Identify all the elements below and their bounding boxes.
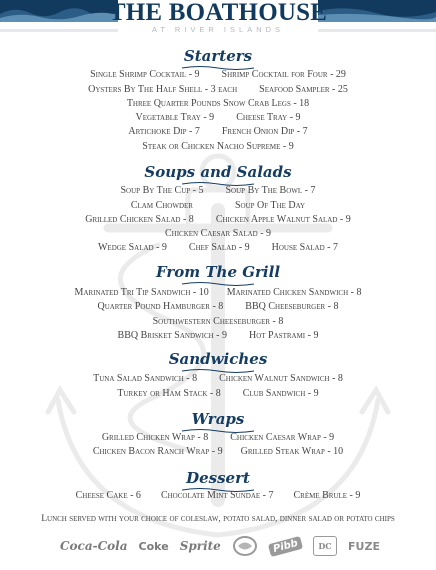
- restaurant-subtitle: AT RIVER ISLANDS: [151, 25, 285, 34]
- menu-item: Southwestern Cheeseburger - 8: [152, 316, 284, 327]
- menu-item: Quarter Pound Hamburger - 8: [97, 301, 224, 312]
- restaurant-name: THE BOATHOUSE: [108, 0, 328, 26]
- menu-item: Cheese Tray - 9: [236, 112, 301, 123]
- menu-item: Grilled Chicken Wrap - 8: [101, 432, 209, 443]
- lunch-sides-note: Lunch served with your choice of coleslaw, potato salad, dinner salad or potato chips: [41, 514, 395, 524]
- section-title-from-the-grill: From The Grill: [155, 263, 281, 281]
- sandwiches-row: [0, 373, 436, 384]
- starters-row: [0, 98, 436, 109]
- menu-item: Soup Of The Day: [234, 200, 306, 211]
- section-title-starters: Starters: [183, 47, 253, 65]
- menu-item: BBQ Cheeseburger - 8: [245, 301, 339, 312]
- pibb-logo: Pibb: [268, 535, 303, 556]
- grill-row: [0, 316, 436, 327]
- wraps-row: [0, 446, 436, 457]
- soups-salads-row: [0, 185, 436, 196]
- section-title-dessert: Dessert: [186, 469, 250, 487]
- menu-item: Wedge Salad - 9: [97, 242, 167, 253]
- menu-item: Crème Brule - 9: [293, 490, 361, 501]
- section-title-wraps: Wraps: [191, 410, 245, 428]
- fuze-wordmark: FUZE: [348, 539, 380, 553]
- menu-item: Cheese Cake - 6: [75, 490, 141, 501]
- menu-item: Oysters By The Half Shell - 3 each: [88, 84, 238, 95]
- menu-item: Turkey or Ham Stack - 8: [117, 388, 221, 399]
- menu-item: Vegetable Tray - 9: [135, 112, 215, 123]
- soups-salads-row: [0, 242, 436, 253]
- menu-item: BBQ Brisket Sandwich - 9: [117, 330, 227, 341]
- diet-coke-logo: DC: [313, 536, 337, 556]
- menu-item: Chef Salad - 9: [188, 242, 250, 253]
- menu-item: Single Shrimp Cocktail - 9: [90, 69, 200, 80]
- grill-row: [0, 330, 436, 341]
- menu-item: Grilled Steak Wrap - 10: [240, 446, 344, 457]
- soups-salads-row: [0, 214, 436, 225]
- sprite-logo: Sprite: [179, 539, 221, 553]
- menu-item: Grilled Chicken Salad - 8: [85, 214, 194, 225]
- menu-item: French Onion Dip - 7: [221, 126, 308, 137]
- grill-row: [0, 301, 436, 312]
- menu-item: Three Quarter Pounds Snow Crab Legs - 18: [126, 98, 310, 109]
- menu-item: Chicken Caesar Wrap - 9: [230, 432, 335, 443]
- wraps-row: [0, 432, 436, 443]
- menu-item: Clam Chowder: [130, 200, 193, 211]
- menu-item: Chocolate Mint Sundae - 7: [160, 490, 274, 501]
- root-beer-logo: [232, 534, 258, 558]
- starters-row: [0, 141, 436, 152]
- menu-item: Chicken Walnut Sandwich - 8: [219, 373, 343, 384]
- menu-item: Hot Pastrami - 9: [249, 330, 319, 341]
- grill-row: [0, 287, 436, 298]
- menu-item: House Salad - 7: [271, 242, 338, 253]
- menu-item: Marinated Chicken Sandwich - 8: [226, 287, 362, 298]
- menu-item: Chicken Apple Walnut Salad - 9: [215, 214, 351, 225]
- starters-row: [0, 69, 436, 80]
- menu-item: Artichoke Dip - 7: [128, 126, 200, 137]
- section-title-sandwiches: Sandwiches: [168, 350, 268, 368]
- starters-row: [0, 112, 436, 123]
- menu-header: [0, 0, 436, 42]
- menu-item: Seafood Sampler - 25: [259, 84, 348, 95]
- menu-item: Soup By The Bowl - 7: [225, 185, 316, 196]
- menu-item: Soup By The Cup - 5: [120, 185, 204, 196]
- starters-row: [0, 84, 436, 95]
- menu-item: Chicken Caesar Salad - 9: [164, 228, 272, 239]
- menu-item: Marinated Tri Tip Sandwich - 10: [74, 287, 209, 298]
- beverage-logos: [60, 532, 380, 560]
- menu-item: Shrimp Cocktail for Four - 29: [221, 69, 346, 80]
- fuze-logo: [348, 540, 380, 553]
- menu-item: Steak or Chicken Nacho Supreme - 9: [142, 141, 294, 152]
- coke-zero-logo: Coke: [138, 539, 169, 553]
- menu-item: Tuna Salad Sandwich - 8: [93, 373, 198, 384]
- soups-salads-row: [0, 228, 436, 239]
- section-title-soups-salads: Soups and Salads: [144, 163, 292, 181]
- sandwiches-row: [0, 388, 436, 399]
- menu-item: Chicken Bacon Ranch Wrap - 9: [92, 446, 223, 457]
- soups-salads-row: [0, 200, 436, 211]
- menu-item: Club Sandwich - 9: [242, 388, 319, 399]
- coca-cola-logo: Coca-Cola: [60, 539, 128, 553]
- starters-row: [0, 126, 436, 137]
- dessert-row: [0, 490, 436, 501]
